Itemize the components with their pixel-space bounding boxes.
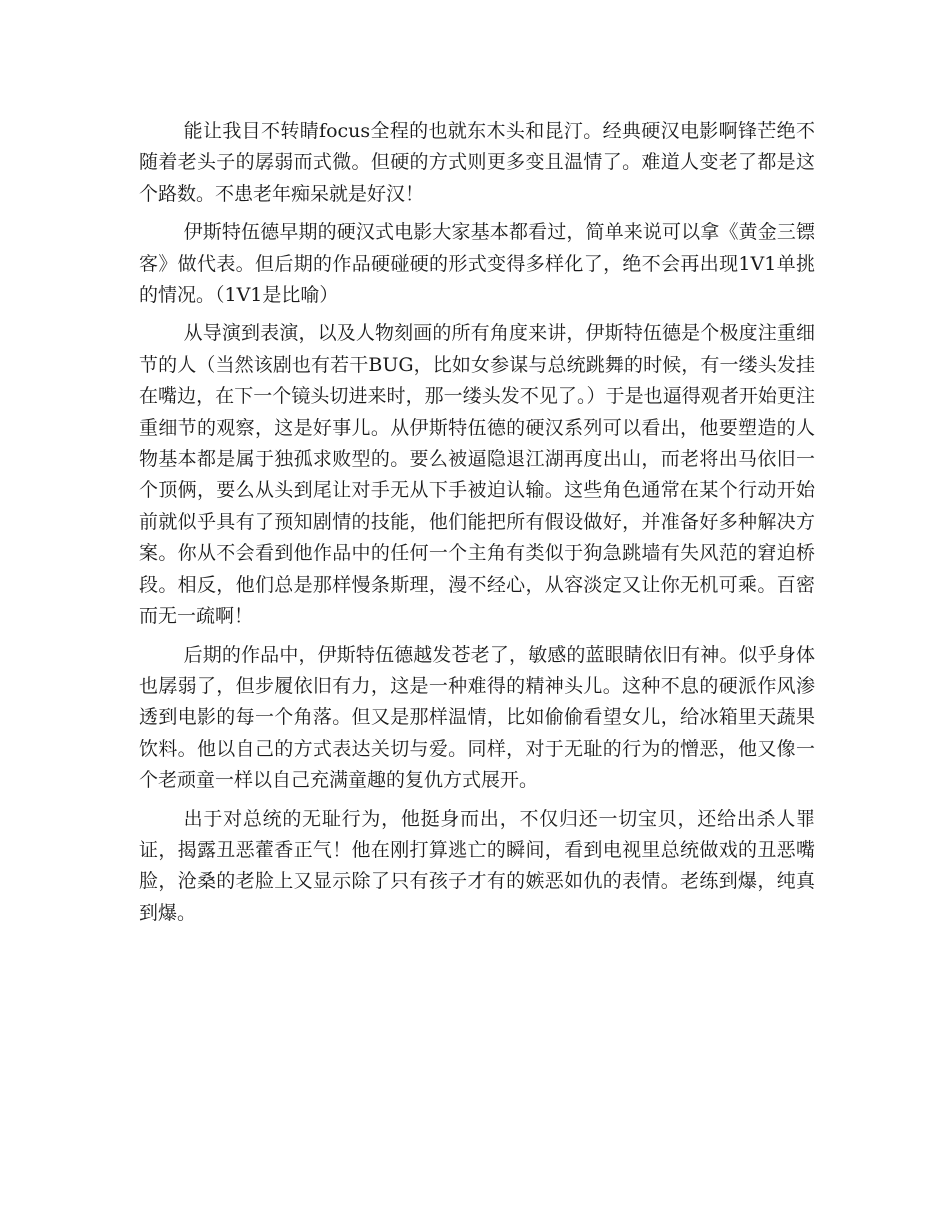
paragraph-1: 能让我目不转睛focus全程的也就东木头和昆汀。经典硬汉电影啊锋芒绝不随着老头子的孱弱而式微。但硬的方式则更多变且温情了。难道人变老了都是这个路数。不患老年痴呆就是好汉！ [139, 120, 815, 205]
paragraph-3: 从导演到表演，以及人物刻画的所有角度来讲，伊斯特伍德是个极度注重细节的人（当然该剧也有若干BUG，比如女参谋与总统跳舞的时候，有一缕头发挂在嘴边，在下一个镜头切进来时，那一缕头发不见了。）于是也逼得观者开始更注重细节的观察，这是好事儿。从伊斯特伍德的硬汉系列可以看出，他要塑造的人物基本都是属于独孤求败型的。要么被逼隐退江湖再度出山，而老将出马依旧一个顶俩，要么从头到尾让对手无从下手被迫认输。这些角色通常在某个行动开始前就似乎具有了预知剧情的技能，他们能把所有假设做好，并准备好多种解决方案。你从不会看到他作品中的任何一个主角有类似于狗急跳墙有失风范的窘迫桥段。相反，他们总是那样慢条斯理，漫不经心，从容淡定又让你无机可乘。百密而无一疏啊！ [139, 322, 815, 628]
paragraph-4: 后期的作品中，伊斯特伍德越发苍老了，敏感的蓝眼睛依旧有神。似乎身体也孱弱了，但步履依旧有力，这是一种难得的精神头儿。这种不息的硬派作风渗透到电影的每一个角落。但又是那样温情，比如偷偷看望女儿，给冰箱里天蔬果饮料。他以自己的方式表达关切与爱。同样，对于无耻的行为的憎恶，他又像一个老顽童一样以自己充满童趣的复仇方式展开。 [139, 643, 815, 792]
paragraph-5: 出于对总统的无耻行为，他挺身而出，不仅归还一切宝贝，还给出杀人罪证，揭露丑恶藿香正气！他在刚打算逃亡的瞬间，看到电视里总统做戏的丑恶嘴脸，沧桑的老脸上又显示除了只有孩子才有的嫉恶如仇的表情。老练到爆，纯真到爆。 [139, 807, 815, 924]
paragraph-2: 伊斯特伍德早期的硬汉式电影大家基本都看过，简单来说可以拿《黄金三镖客》做代表。但后期的作品硬碰硬的形式变得多样化了，绝不会再出现1V1单挑的情况。（1V1是比喻） [139, 221, 815, 307]
article-body [139, 116, 815, 936]
